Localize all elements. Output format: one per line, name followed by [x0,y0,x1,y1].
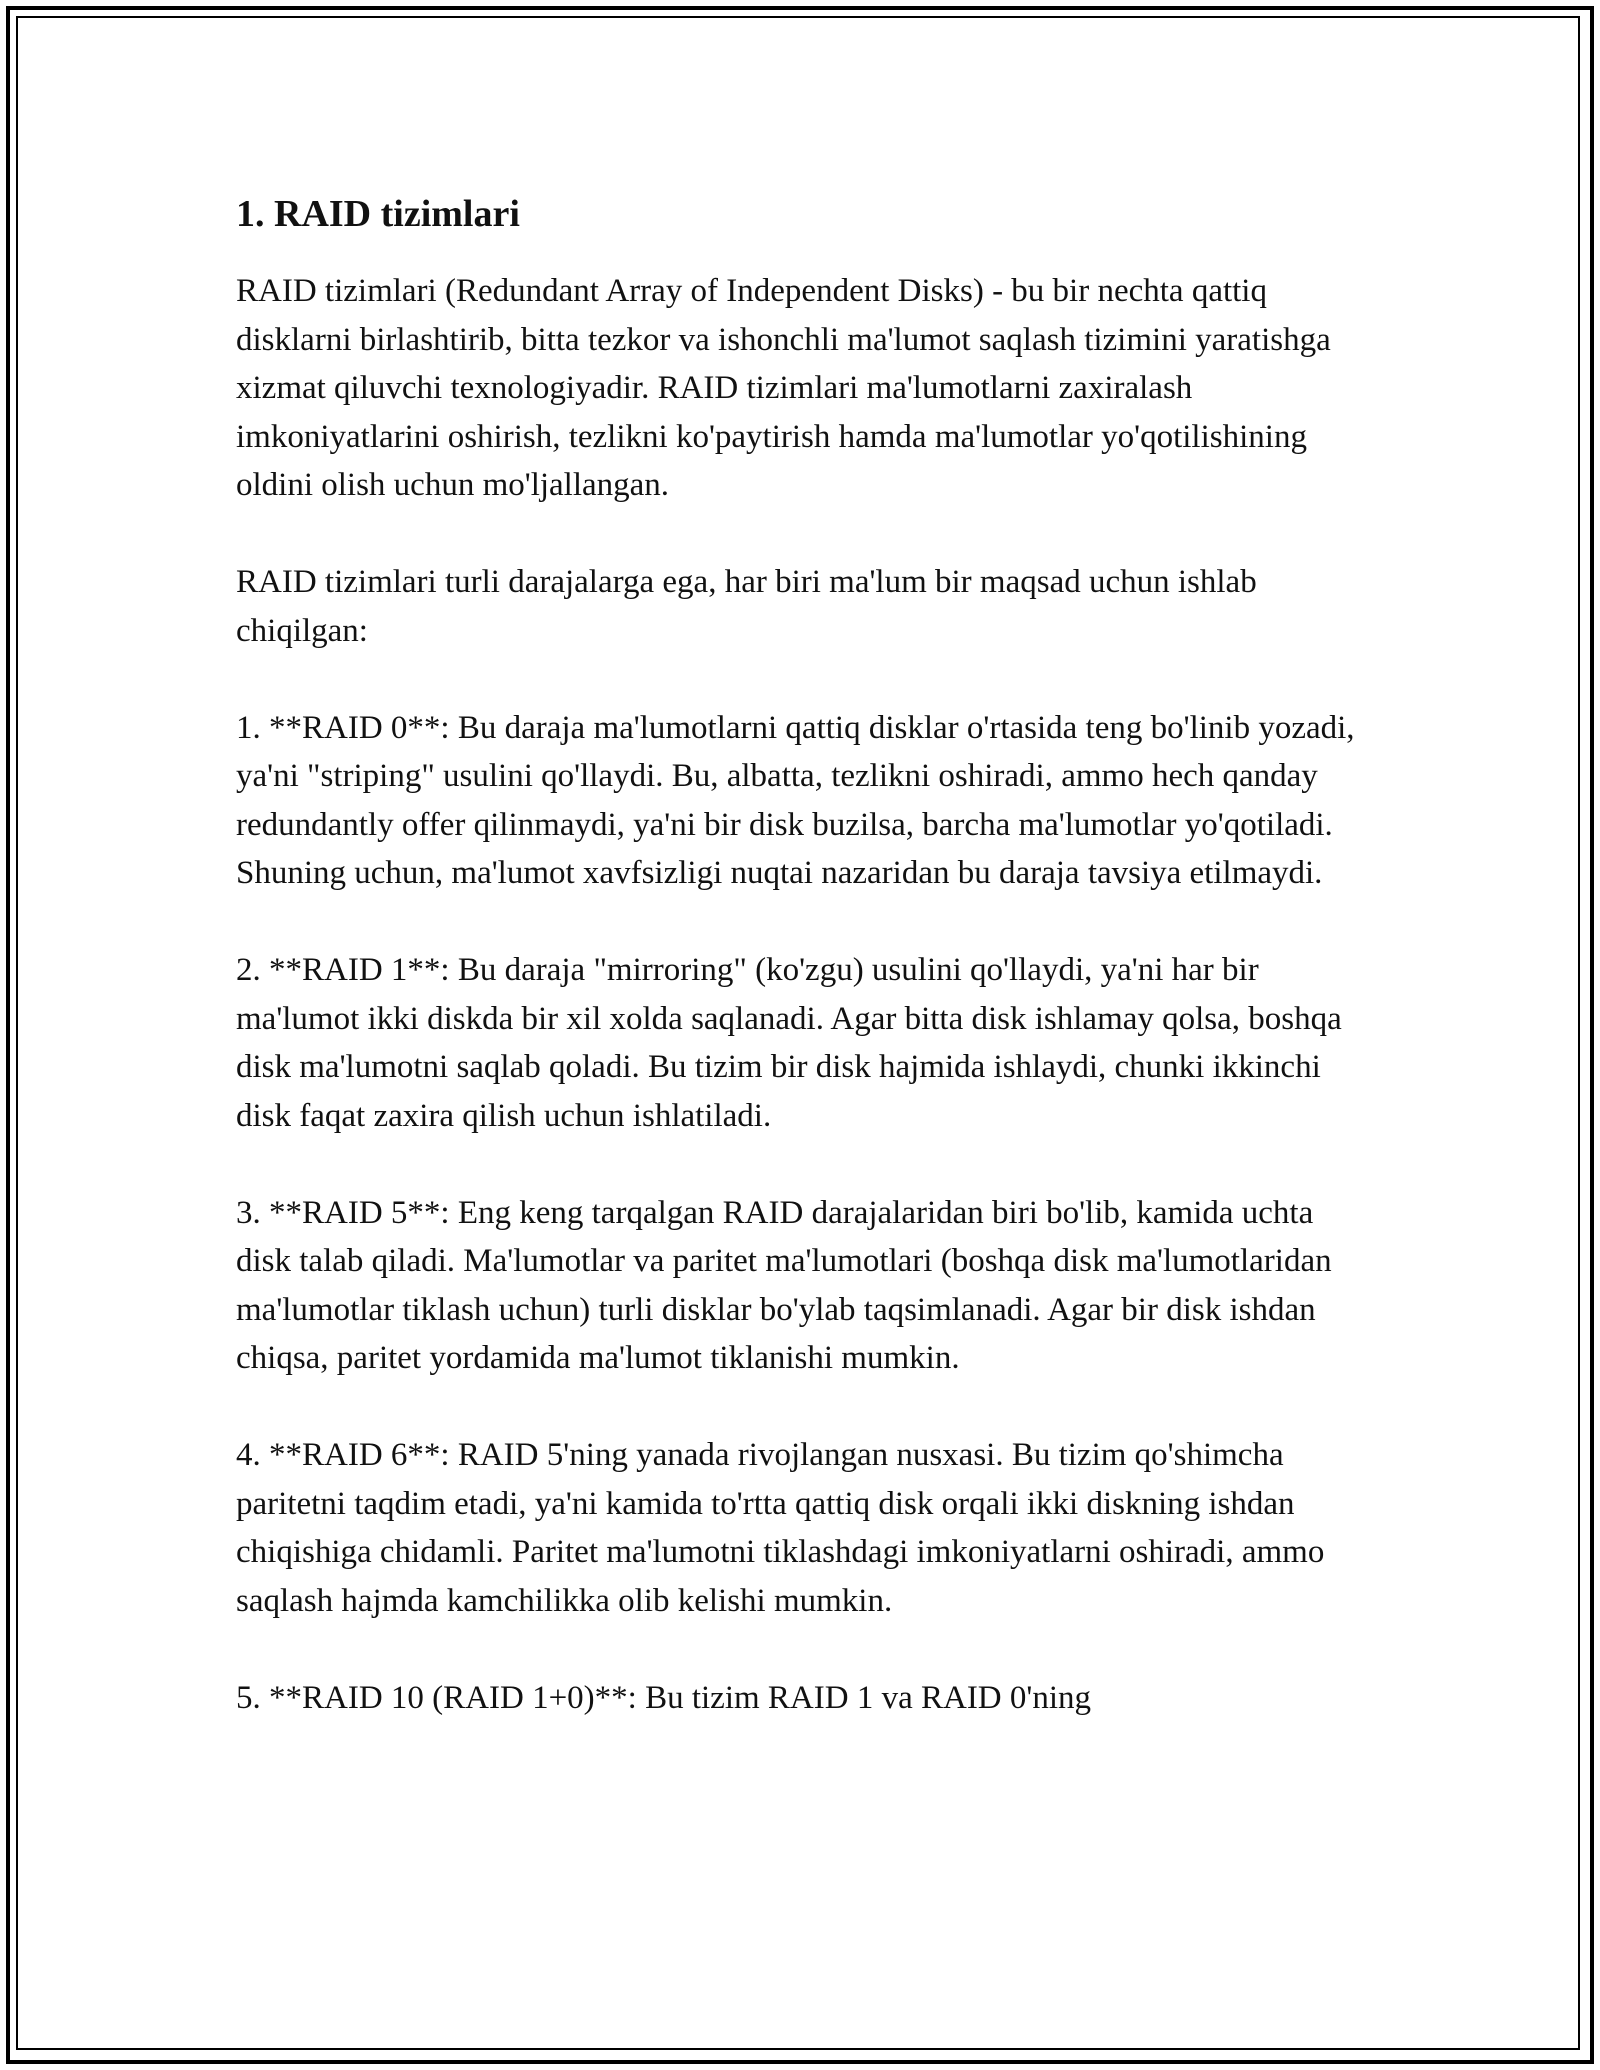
paragraph-intro: RAID tizimlari (Redundant Array of Independent Disks) - bu bir nechta qattiq disklarni birlashtirib, bitta tezkor va ishonchli ma'lumot saqlash tizimini yaratishga xizmat qiluvchi texnologiyadir. RAID tizimlari ma'lumotlarni zaxiralash imkoniyatlarini oshirish, tezlikni ko'paytirish hamda ma'lumotlar yo'qotilishining oldini olish uchun mo'ljallangan. [236,273,1331,503]
paragraph-raid-5: 3. **RAID 5**: Eng keng tarqalgan RAID darajalaridan biri bo'lib, kamida uchta disk talab qiladi. Ma'lumotlar va paritet ma'lumotlari (boshqa disk ma'lumotlaridan ma'lumotlar tiklash uchun) turli disklar bo'ylab taqsimlanadi. Agar bir disk ishdan chiqsa, paritet yordamida ma'lumot tiklanishi mumkin. [236,1194,1332,1376]
paragraph-raid-0: 1. **RAID 0**: Bu daraja ma'lumotlarni qattiq disklar o'rtasida teng bo'linib yozadi, ya'ni "striping" usulini qo'llaydi. Bu, albatta, tezlikni oshiradi, ammo hech qanday redundantly offer qilinmaydi, ya'ni bir disk buzilsa, barcha ma'lumotlar yo'qotiladi. Shuning uchun, ma'lumot xavfsizligi nuqtai nazaridan bu daraja tavsiya etilmaydi. [236,709,1355,891]
document-body [236,186,1376,1722]
paragraph-raid-6: 4. **RAID 6**: RAID 5'ning yanada rivojlangan nusxasi. Bu tizim qo'shimcha paritetni taqdim etadi, ya'ni kamida to'rtta qattiq disk orqali ikki diskning ishdan chiqishiga chidamli. Paritet ma'lumotni tiklashdagi imkoniyatlarni oshiradi, ammo saqlash hajmda kamchilikka olib kelishi mumkin. [236,1437,1325,1619]
paragraph-raid-1: 2. **RAID 1**: Bu daraja "mirroring" (ko'zgu) usulini qo'llaydi, ya'ni har bir ma'lumot ikki diskda bir xil xolda saqlanadi. Agar bitta disk ishlamay qolsa, boshqa disk ma'lumotni saqlab qoladi. Bu tizim bir disk hajmida ishlaydi, chunki ikkinchi disk faqat zaxira qilish uchun ishlatiladi. [236,952,1342,1134]
paragraph-levels-intro: RAID tizimlari turli darajalarga ega, har biri ma'lum bir maqsad uchun ishlab chiqilgan: [236,564,1257,649]
section-title: 1. RAID tizimlari [236,193,520,235]
paragraph-raid-10: 5. **RAID 10 (RAID 1+0)**: Bu tizim RAID 1 va RAID 0'ning [236,1679,1092,1716]
